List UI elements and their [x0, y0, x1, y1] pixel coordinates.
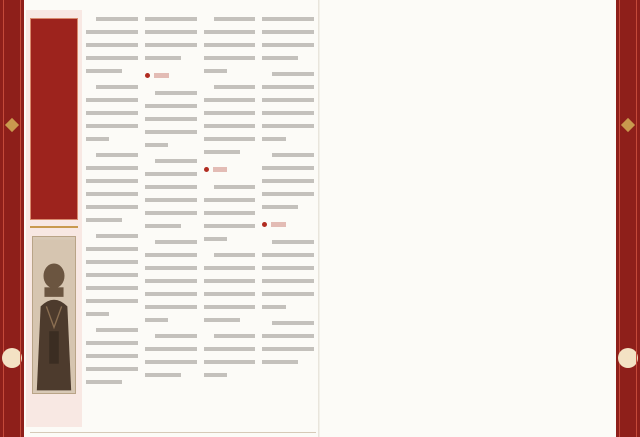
paragraph-line	[262, 355, 314, 366]
paragraph-line	[145, 154, 197, 165]
paragraph-line	[204, 261, 256, 272]
paragraph-line	[145, 287, 197, 298]
feature-decoration-rule	[30, 226, 78, 228]
feature-title	[46, 27, 72, 215]
paragraph-line	[145, 355, 197, 366]
paragraph-line	[204, 180, 256, 191]
paragraph-line	[262, 119, 314, 130]
paragraph-line	[204, 132, 256, 143]
paragraph-line	[262, 261, 314, 272]
paragraph-line	[204, 342, 256, 353]
paragraph-line	[86, 12, 138, 23]
paragraph-line	[145, 274, 197, 285]
paragraph-line	[86, 161, 138, 172]
paragraph-line	[86, 93, 138, 104]
paragraph-line	[145, 329, 197, 340]
paragraph-line	[86, 362, 138, 373]
portrait-icon	[33, 237, 75, 393]
right-page	[320, 0, 640, 437]
left-strip-title-block	[3, 120, 21, 146]
paragraph-line	[86, 38, 138, 49]
paragraph-line	[204, 145, 256, 156]
paragraph-line	[145, 313, 197, 324]
paragraph-line	[262, 300, 314, 311]
paragraph-line	[262, 235, 314, 246]
paragraph-line	[145, 99, 197, 110]
paragraph-line	[204, 38, 256, 49]
left-page-number-badge	[2, 348, 22, 368]
section-subheading	[145, 68, 197, 82]
paragraph-line	[86, 281, 138, 292]
paragraph-line	[262, 329, 314, 340]
paragraph-line	[204, 274, 256, 285]
paragraph-line	[204, 232, 256, 243]
diamond-ornament-icon	[621, 118, 635, 132]
left-column-2	[145, 12, 197, 425]
paragraph-line	[145, 300, 197, 311]
paragraph-line	[145, 38, 197, 49]
feature-headline-box	[30, 18, 78, 220]
paragraph-line	[262, 106, 314, 117]
paragraph-line	[86, 148, 138, 159]
paragraph-line	[262, 287, 314, 298]
paragraph-line	[204, 248, 256, 259]
paragraph-line	[204, 64, 256, 75]
paragraph-line	[204, 300, 256, 311]
paragraph-line	[262, 342, 314, 353]
paragraph-line	[145, 25, 197, 36]
paragraph-line	[86, 80, 138, 91]
paragraph-line	[262, 316, 314, 327]
paragraph-line	[204, 329, 256, 340]
paragraph-line	[86, 268, 138, 279]
paragraph-line	[204, 12, 256, 23]
paragraph-line	[86, 106, 138, 117]
paragraph-line	[86, 255, 138, 266]
paragraph-line	[262, 12, 314, 23]
paragraph-line	[86, 174, 138, 185]
paragraph-line	[145, 219, 197, 230]
paragraph-line	[86, 323, 138, 334]
left-side-strip	[0, 0, 24, 437]
paragraph-line	[145, 248, 197, 259]
paragraph-line	[86, 349, 138, 360]
paragraph-line	[262, 25, 314, 36]
paragraph-line	[262, 80, 314, 91]
paragraph-line	[262, 38, 314, 49]
paragraph-line	[86, 132, 138, 143]
paragraph-line	[262, 200, 314, 211]
paragraph-line	[86, 294, 138, 305]
paragraph-line	[262, 148, 314, 159]
paragraph-line	[204, 287, 256, 298]
paragraph-line	[204, 368, 256, 379]
paragraph-line	[145, 206, 197, 217]
paragraph-line	[86, 242, 138, 253]
paragraph-line	[204, 25, 256, 36]
paragraph-line	[204, 313, 256, 324]
paragraph-line	[262, 67, 314, 78]
paragraph-line	[86, 229, 138, 240]
paragraph-line	[86, 307, 138, 318]
paragraph-line	[145, 193, 197, 204]
section-subheading	[262, 217, 314, 231]
paragraph-line	[262, 93, 314, 104]
paragraph-line	[262, 274, 314, 285]
paragraph-line	[204, 193, 256, 204]
feature-panel	[26, 10, 82, 427]
paragraph-line	[86, 25, 138, 36]
paragraph-line	[86, 119, 138, 130]
paragraph-line	[145, 12, 197, 23]
portrait-frame	[32, 236, 76, 394]
paragraph-line	[204, 93, 256, 104]
paragraph-line	[86, 187, 138, 198]
right-side-strip	[616, 0, 640, 437]
paragraph-line	[204, 80, 256, 91]
paragraph-line	[204, 206, 256, 217]
left-column-3	[204, 12, 256, 425]
left-column-1	[86, 12, 138, 425]
paragraph-line	[86, 51, 138, 62]
paragraph-line	[86, 375, 138, 386]
paragraph-line	[145, 86, 197, 97]
paragraph-line	[262, 132, 314, 143]
paragraph-line	[145, 125, 197, 136]
paragraph-line	[86, 213, 138, 224]
left-text-columns	[86, 12, 314, 425]
diamond-ornament-icon	[5, 118, 19, 132]
paragraph-line	[262, 51, 314, 62]
paragraph-line	[204, 355, 256, 366]
paragraph-line	[145, 167, 197, 178]
paragraph-line	[145, 51, 197, 62]
paragraph-line	[204, 51, 256, 62]
paragraph-line	[145, 342, 197, 353]
paragraph-line	[86, 64, 138, 75]
right-strip-title-block	[619, 120, 637, 146]
paragraph-line	[204, 119, 256, 130]
left-footer-rule	[30, 432, 316, 433]
paragraph-line	[145, 261, 197, 272]
paragraph-line	[262, 248, 314, 259]
portrait-caption	[32, 398, 76, 424]
left-column-4	[262, 12, 314, 425]
paragraph-line	[262, 161, 314, 172]
paragraph-line	[145, 368, 197, 379]
paragraph-line	[204, 219, 256, 230]
paragraph-line	[86, 336, 138, 347]
paragraph-line	[145, 138, 197, 149]
right-page-number-badge	[618, 348, 638, 368]
paragraph-line	[262, 187, 314, 198]
paragraph-line	[145, 112, 197, 123]
paragraph-line	[204, 106, 256, 117]
section-subheading	[204, 162, 256, 176]
paragraph-line	[262, 174, 314, 185]
paragraph-line	[145, 235, 197, 246]
paragraph-line	[86, 200, 138, 211]
paragraph-line	[145, 180, 197, 191]
